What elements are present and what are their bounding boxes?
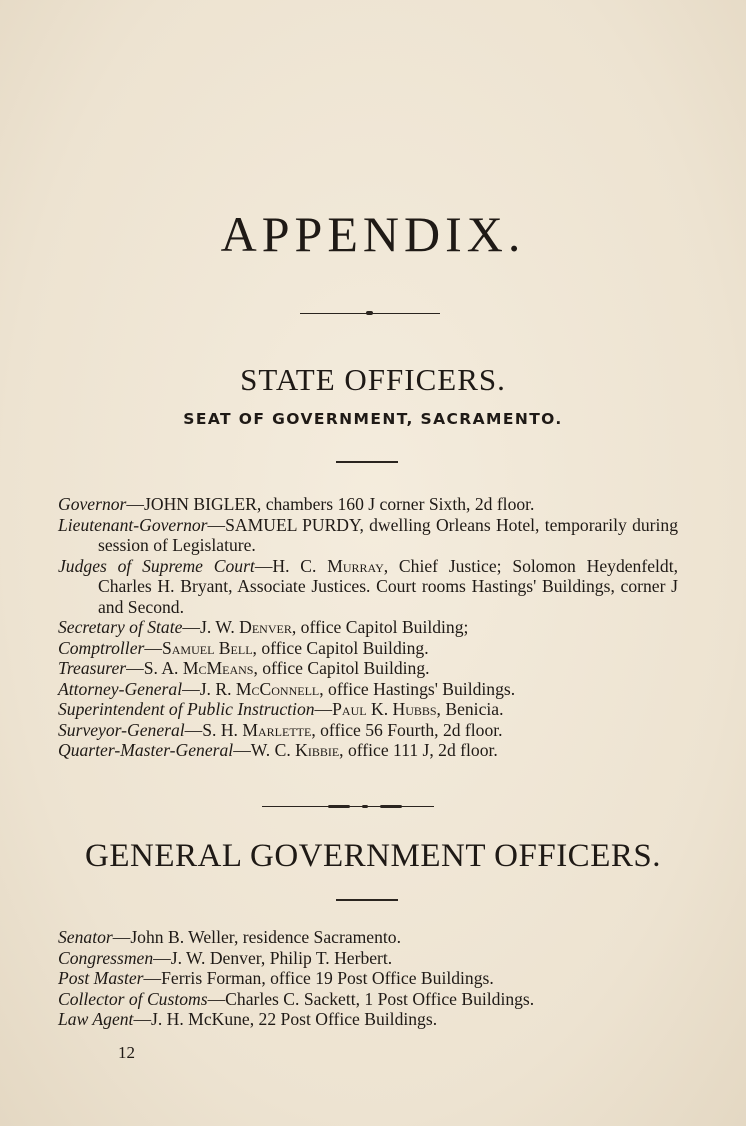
page-number: 12 bbox=[118, 1043, 135, 1062]
officer-entry-post-master: Post Master—Ferris Forman, office 19 Post Office Buildings. bbox=[58, 968, 494, 988]
officer-name: Samuel Bell bbox=[161, 637, 253, 658]
officer-entry-superintendent: Superintendent of Public Instruction—Paul K. Hubbs, Benicia. bbox=[58, 699, 504, 719]
officer-detail: , dwelling Orleans Hotel, temporarily during session of Legislature. bbox=[98, 514, 678, 555]
officer-entry-secretary-of-state: Secretary of State—J. W. Denver, office Capitol Building; bbox=[58, 617, 469, 637]
officer-entry-congressmen: Congressmen—J. W. Denver, Philip T. Herbert. bbox=[58, 947, 393, 968]
office-title: Attorney-General bbox=[58, 678, 183, 699]
state-officers-heading: STATE OFFICERS. bbox=[240, 362, 506, 397]
officer-name: S. A. McMeans bbox=[143, 658, 254, 678]
officer-name: Charles C. Sackett bbox=[225, 988, 356, 1009]
officer-detail: , office Capitol Building. bbox=[253, 658, 430, 678]
general-government-heading: GENERAL GOVERNMENT OFFICERS. bbox=[85, 838, 661, 874]
officer-detail: , office Capitol Building. bbox=[252, 637, 429, 658]
rule-ornament bbox=[366, 311, 373, 315]
officer-name: S. H. Marlette bbox=[202, 719, 312, 740]
officer-name: J. H. McKune bbox=[151, 1009, 250, 1029]
officer-detail: , 22 Post Office Buildings. bbox=[249, 1009, 438, 1029]
officer-detail: , office 19 Post Office Buildings. bbox=[261, 968, 494, 988]
officer-entry-senator: Senator—John B. Weller, residence Sacramento. bbox=[58, 927, 402, 947]
officer-name: J. R. McConnell bbox=[199, 678, 320, 699]
officer-detail: , residence Sacramento. bbox=[233, 927, 402, 947]
officer-name: JOHN BIGLER bbox=[144, 494, 257, 514]
officer-name: John B. Weller bbox=[130, 927, 234, 947]
officer-detail: , Benicia. bbox=[436, 699, 504, 719]
office-title: Quarter-Master-General bbox=[58, 740, 234, 760]
office-title: Collector of Customs bbox=[58, 988, 208, 1009]
office-title: Treasurer bbox=[58, 658, 127, 678]
office-title: Secretary of State bbox=[58, 617, 183, 637]
office-title: Surveyor-General bbox=[58, 719, 185, 740]
divider-ornament bbox=[328, 805, 350, 808]
office-title: Post Master bbox=[58, 968, 144, 988]
ornamental-rule bbox=[300, 312, 440, 315]
office-title: Comptroller bbox=[58, 637, 145, 658]
officer-detail: , office 56 Fourth, 2d floor. bbox=[311, 719, 503, 740]
officer-entry-comptroller: Comptroller—Samuel Bell, office Capitol Building. bbox=[58, 637, 429, 658]
officer-name: J. W. Denver, Philip T. Herbert. bbox=[170, 947, 393, 968]
officer-detail: , 1 Post Office Buildings. bbox=[355, 988, 535, 1009]
divider-ornament bbox=[362, 805, 368, 808]
officer-detail: , chambers 160 J corner Sixth, 2d floor. bbox=[256, 494, 535, 514]
officer-entry-judges: Judges of Supreme Court—H. C. Murray, Chief Justice; Solomon Heydenfeldt, Charles H. Bryant, Associate Justices. Court rooms Hastings' Buildings, corner J and Second. bbox=[58, 555, 678, 617]
officer-detail: , office Hastings' Buildings. bbox=[319, 678, 516, 699]
section-divider bbox=[336, 899, 398, 901]
office-title: Lieutenant-Governor bbox=[58, 514, 208, 535]
ornamental-divider bbox=[262, 804, 434, 810]
officer-name: H. C. Murray bbox=[272, 555, 384, 576]
officer-entry-attorney-general: Attorney-General—J. R. McConnell, office Hastings' Buildings. bbox=[58, 678, 516, 699]
office-title: Congressmen bbox=[58, 947, 154, 968]
office-title: Superintendent of Public Instruction bbox=[58, 699, 315, 719]
officer-entry-collector-of-customs: Collector of Customs—Charles C. Sackett, 1 Post Office Buildings. bbox=[58, 988, 535, 1009]
section-divider bbox=[336, 461, 398, 463]
general-officers-list bbox=[58, 927, 678, 1030]
page-title: APPENDIX. bbox=[220, 206, 526, 262]
officer-name: SAMUEL PURDY bbox=[225, 514, 360, 535]
office-title: Governor bbox=[58, 494, 127, 514]
state-officers-list bbox=[58, 494, 678, 761]
officer-entry-lieutenant-governor: Lieutenant-Governor—SAMUEL PURDY, dwelling Orleans Hotel, temporarily during session of Legislature. bbox=[58, 514, 678, 555]
office-title: Judges of Supreme Court bbox=[58, 555, 255, 576]
officer-entry-quarter-master-general: Quarter-Master-General—W. C. Kibbie, office 111 J, 2d floor. bbox=[58, 740, 498, 760]
office-title: Senator bbox=[58, 927, 113, 947]
officer-entry-law-agent: Law Agent—J. H. McKune, 22 Post Office Buildings. bbox=[58, 1009, 438, 1029]
officer-entry-surveyor-general: Surveyor-General—S. H. Marlette, office 56 Fourth, 2d floor. bbox=[58, 719, 503, 740]
seat-of-government-subheading: SEAT OF GOVERNMENT, SACRAMENTO. bbox=[183, 410, 563, 428]
officer-name: J. W. Denver bbox=[200, 617, 292, 637]
officer-name: Paul K. Hubbs bbox=[332, 699, 437, 719]
officer-detail: , office Capitol Building; bbox=[291, 617, 469, 637]
officer-name: W. C. Kibbie bbox=[250, 740, 340, 760]
officer-name: Ferris Forman bbox=[161, 968, 262, 988]
officer-detail: , office 111 J, 2d floor. bbox=[339, 740, 498, 760]
officer-entry-treasurer: Treasurer—S. A. McMeans, office Capitol Building. bbox=[58, 658, 430, 678]
officer-detail: , Chief Justice; Solomon Heydenfeldt, Charles H. Bryant, Associate Justices. Court rooms Hastings' Buildings, corner J and Second. bbox=[98, 555, 678, 617]
officer-entry-governor: Governor—JOHN BIGLER, chambers 160 J corner Sixth, 2d floor. bbox=[58, 494, 535, 514]
office-title: Law Agent bbox=[58, 1009, 134, 1029]
divider-ornament bbox=[380, 805, 402, 808]
